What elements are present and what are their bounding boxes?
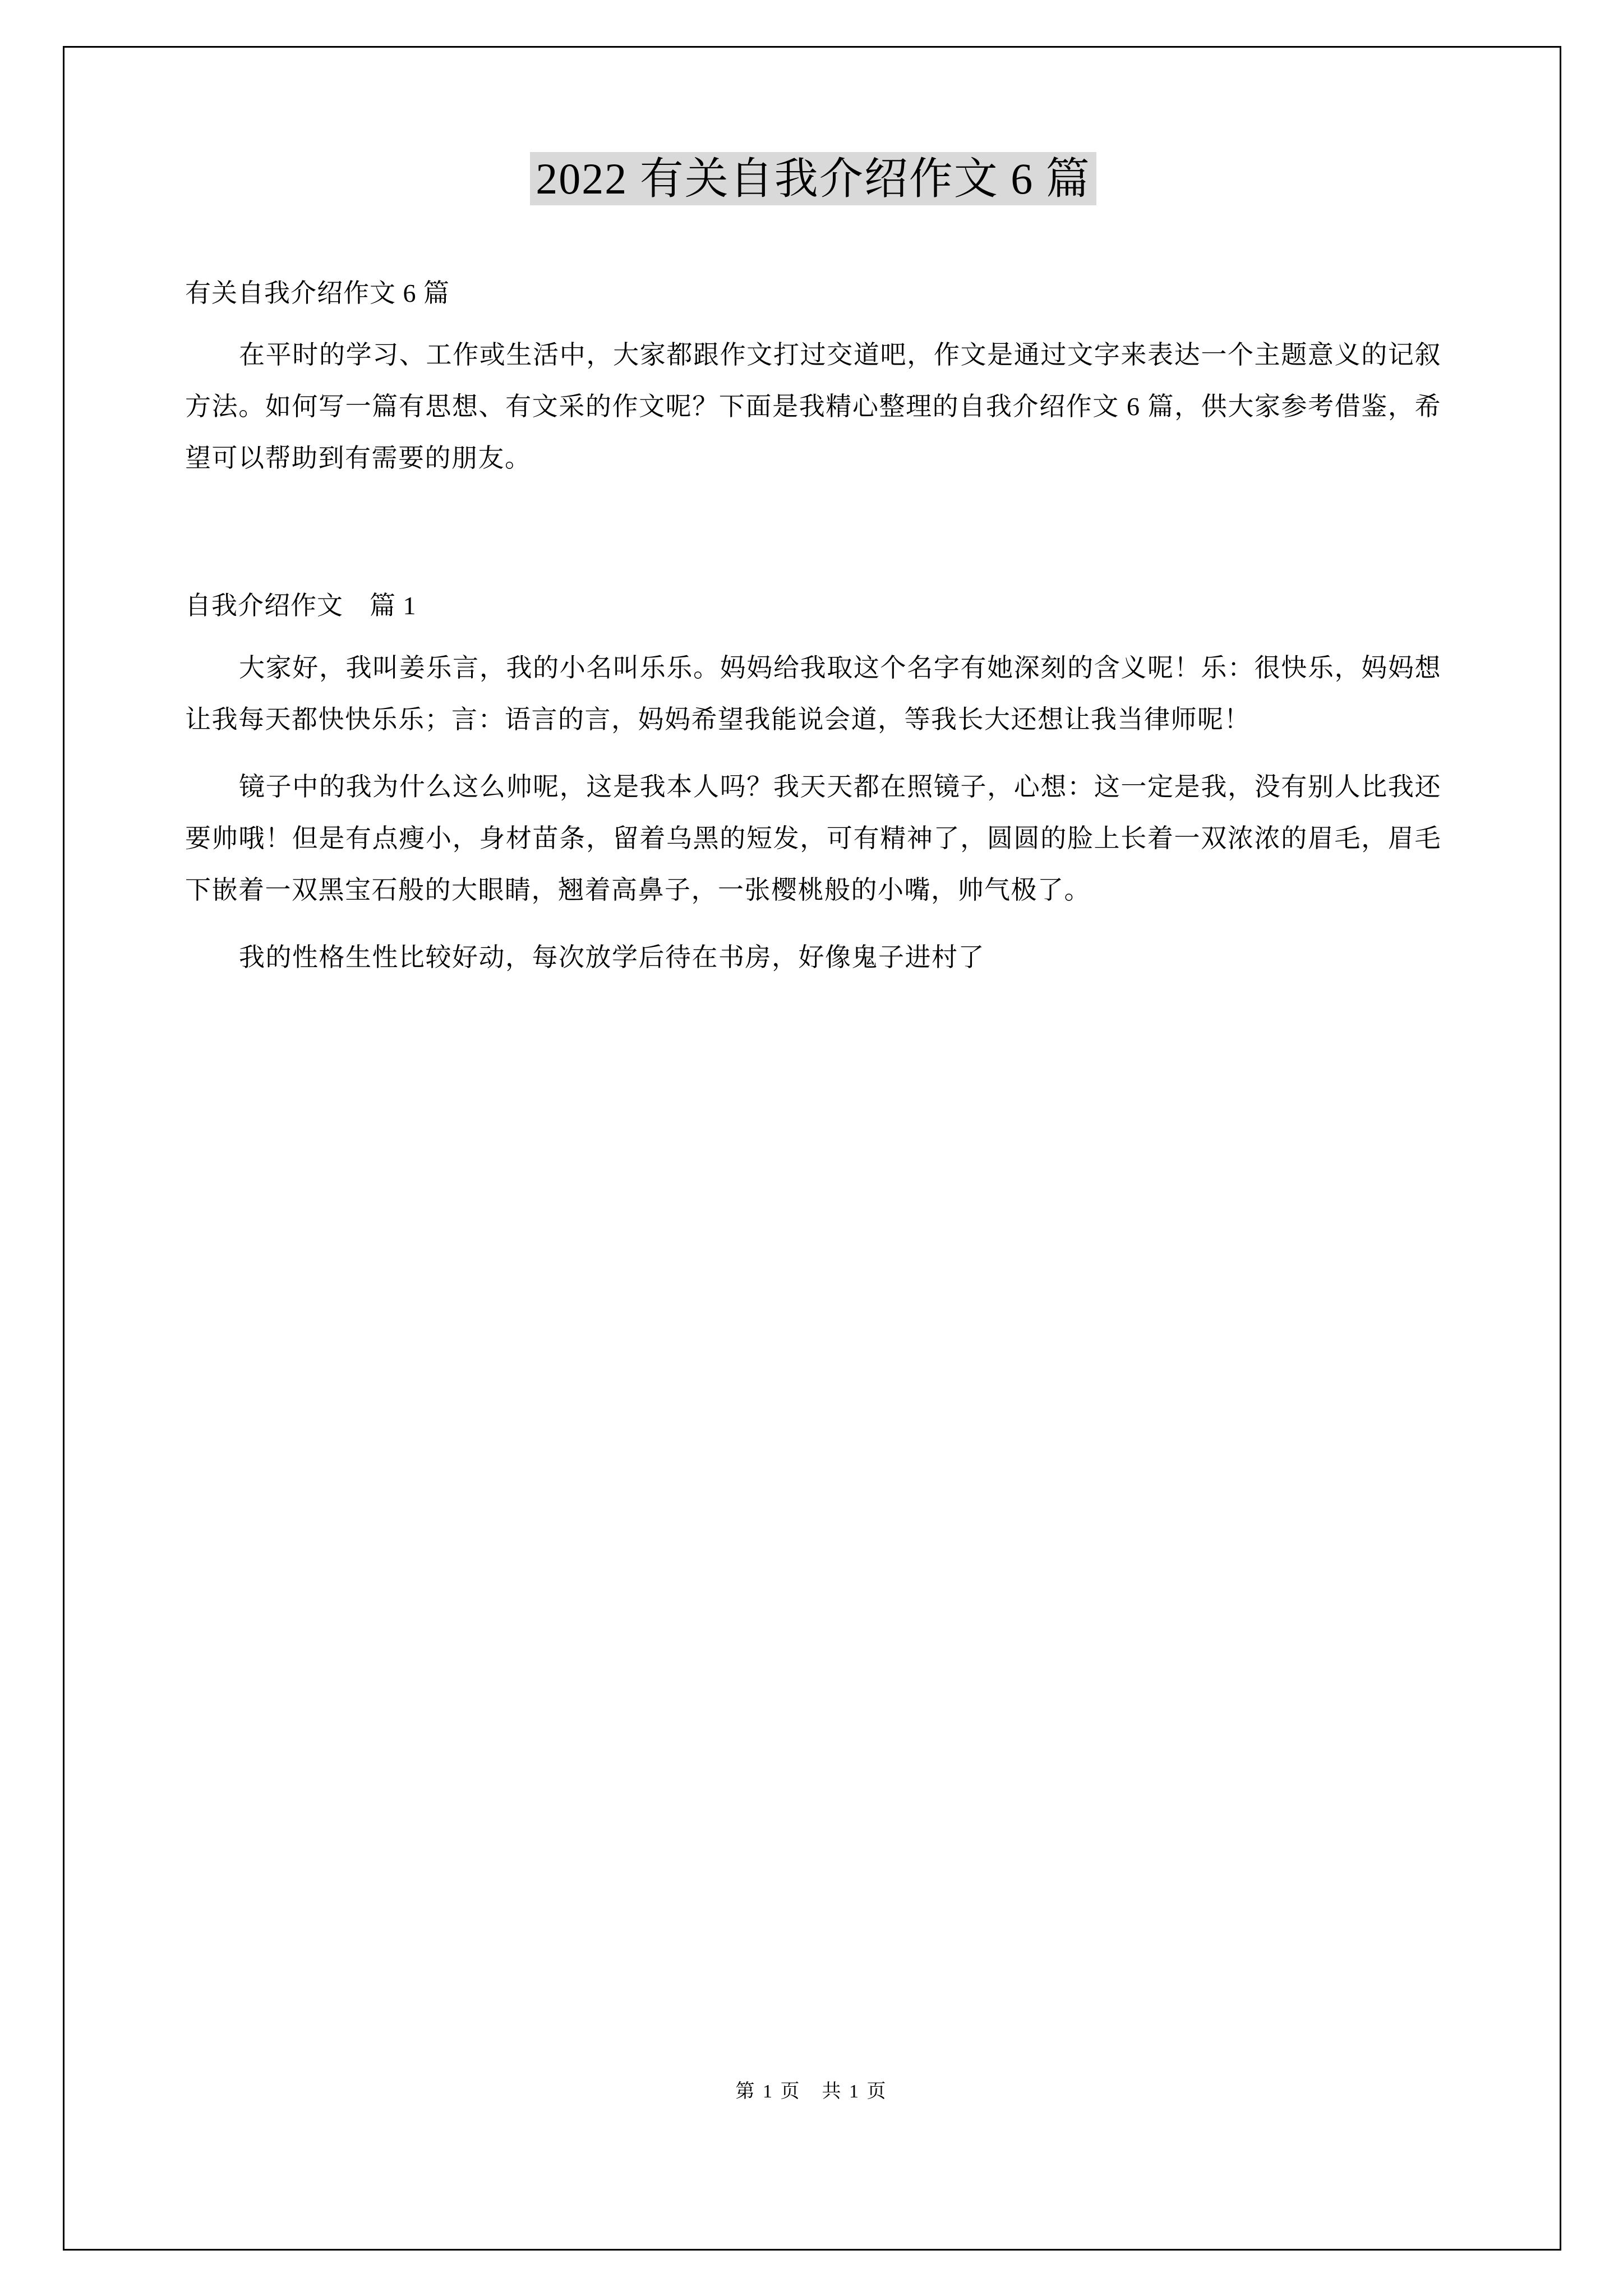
document-content <box>185 151 1441 983</box>
intro-paragraph: 在平时的学习、工作或生活中，大家都跟作文打过交道吧，作文是通过文字来表达一个主题意义的记叙方法。如何写一篇有思想、有文采的作文呢？下面是我精心整理的自我介绍作文 6 篇，供大家参考借鉴，希望可以帮助到有需要的朋友。 <box>185 341 1441 473</box>
paragraph-spacer <box>185 484 1441 507</box>
page-footer: 第 1 页 共 1 页 <box>735 2081 888 2102</box>
page-title-text: 2022 有关自我介绍作文 6 篇 <box>530 152 1096 205</box>
section-paragraph-1: 大家好，我叫姜乐言，我的小名叫乐乐。妈妈给我取这个名字有她深刻的含义呢！乐：很快乐，妈妈想让我每天都快快乐乐；言：语言的言，妈妈希望我能说会道，等我长大还想让我当律师呢！ <box>185 653 1441 734</box>
section-paragraph-3: 我的性格生性比较好动，每次放学后待在书房，好像鬼子进村了 <box>239 942 985 972</box>
page-title <box>185 151 1441 206</box>
section-heading: 自我介绍作文 篇 1 <box>185 591 417 620</box>
section-paragraph-2: 镜子中的我为什么这么帅呢，这是我本人吗？我天天都在照镜子，心想：这一定是我，没有别人比我还要帅哦！但是有点瘦小，身材苗条，留着乌黑的短发，可有精神了，圆圆的脸上长着一双浓浓的眉毛，眉毛下嵌着一双黑宝石般的大眼睛，翘着高鼻子，一张樱桃般的小嘴，帅气极了。 <box>185 772 1441 904</box>
document-subtitle: 有关自我介绍作文 6 篇 <box>185 278 450 307</box>
